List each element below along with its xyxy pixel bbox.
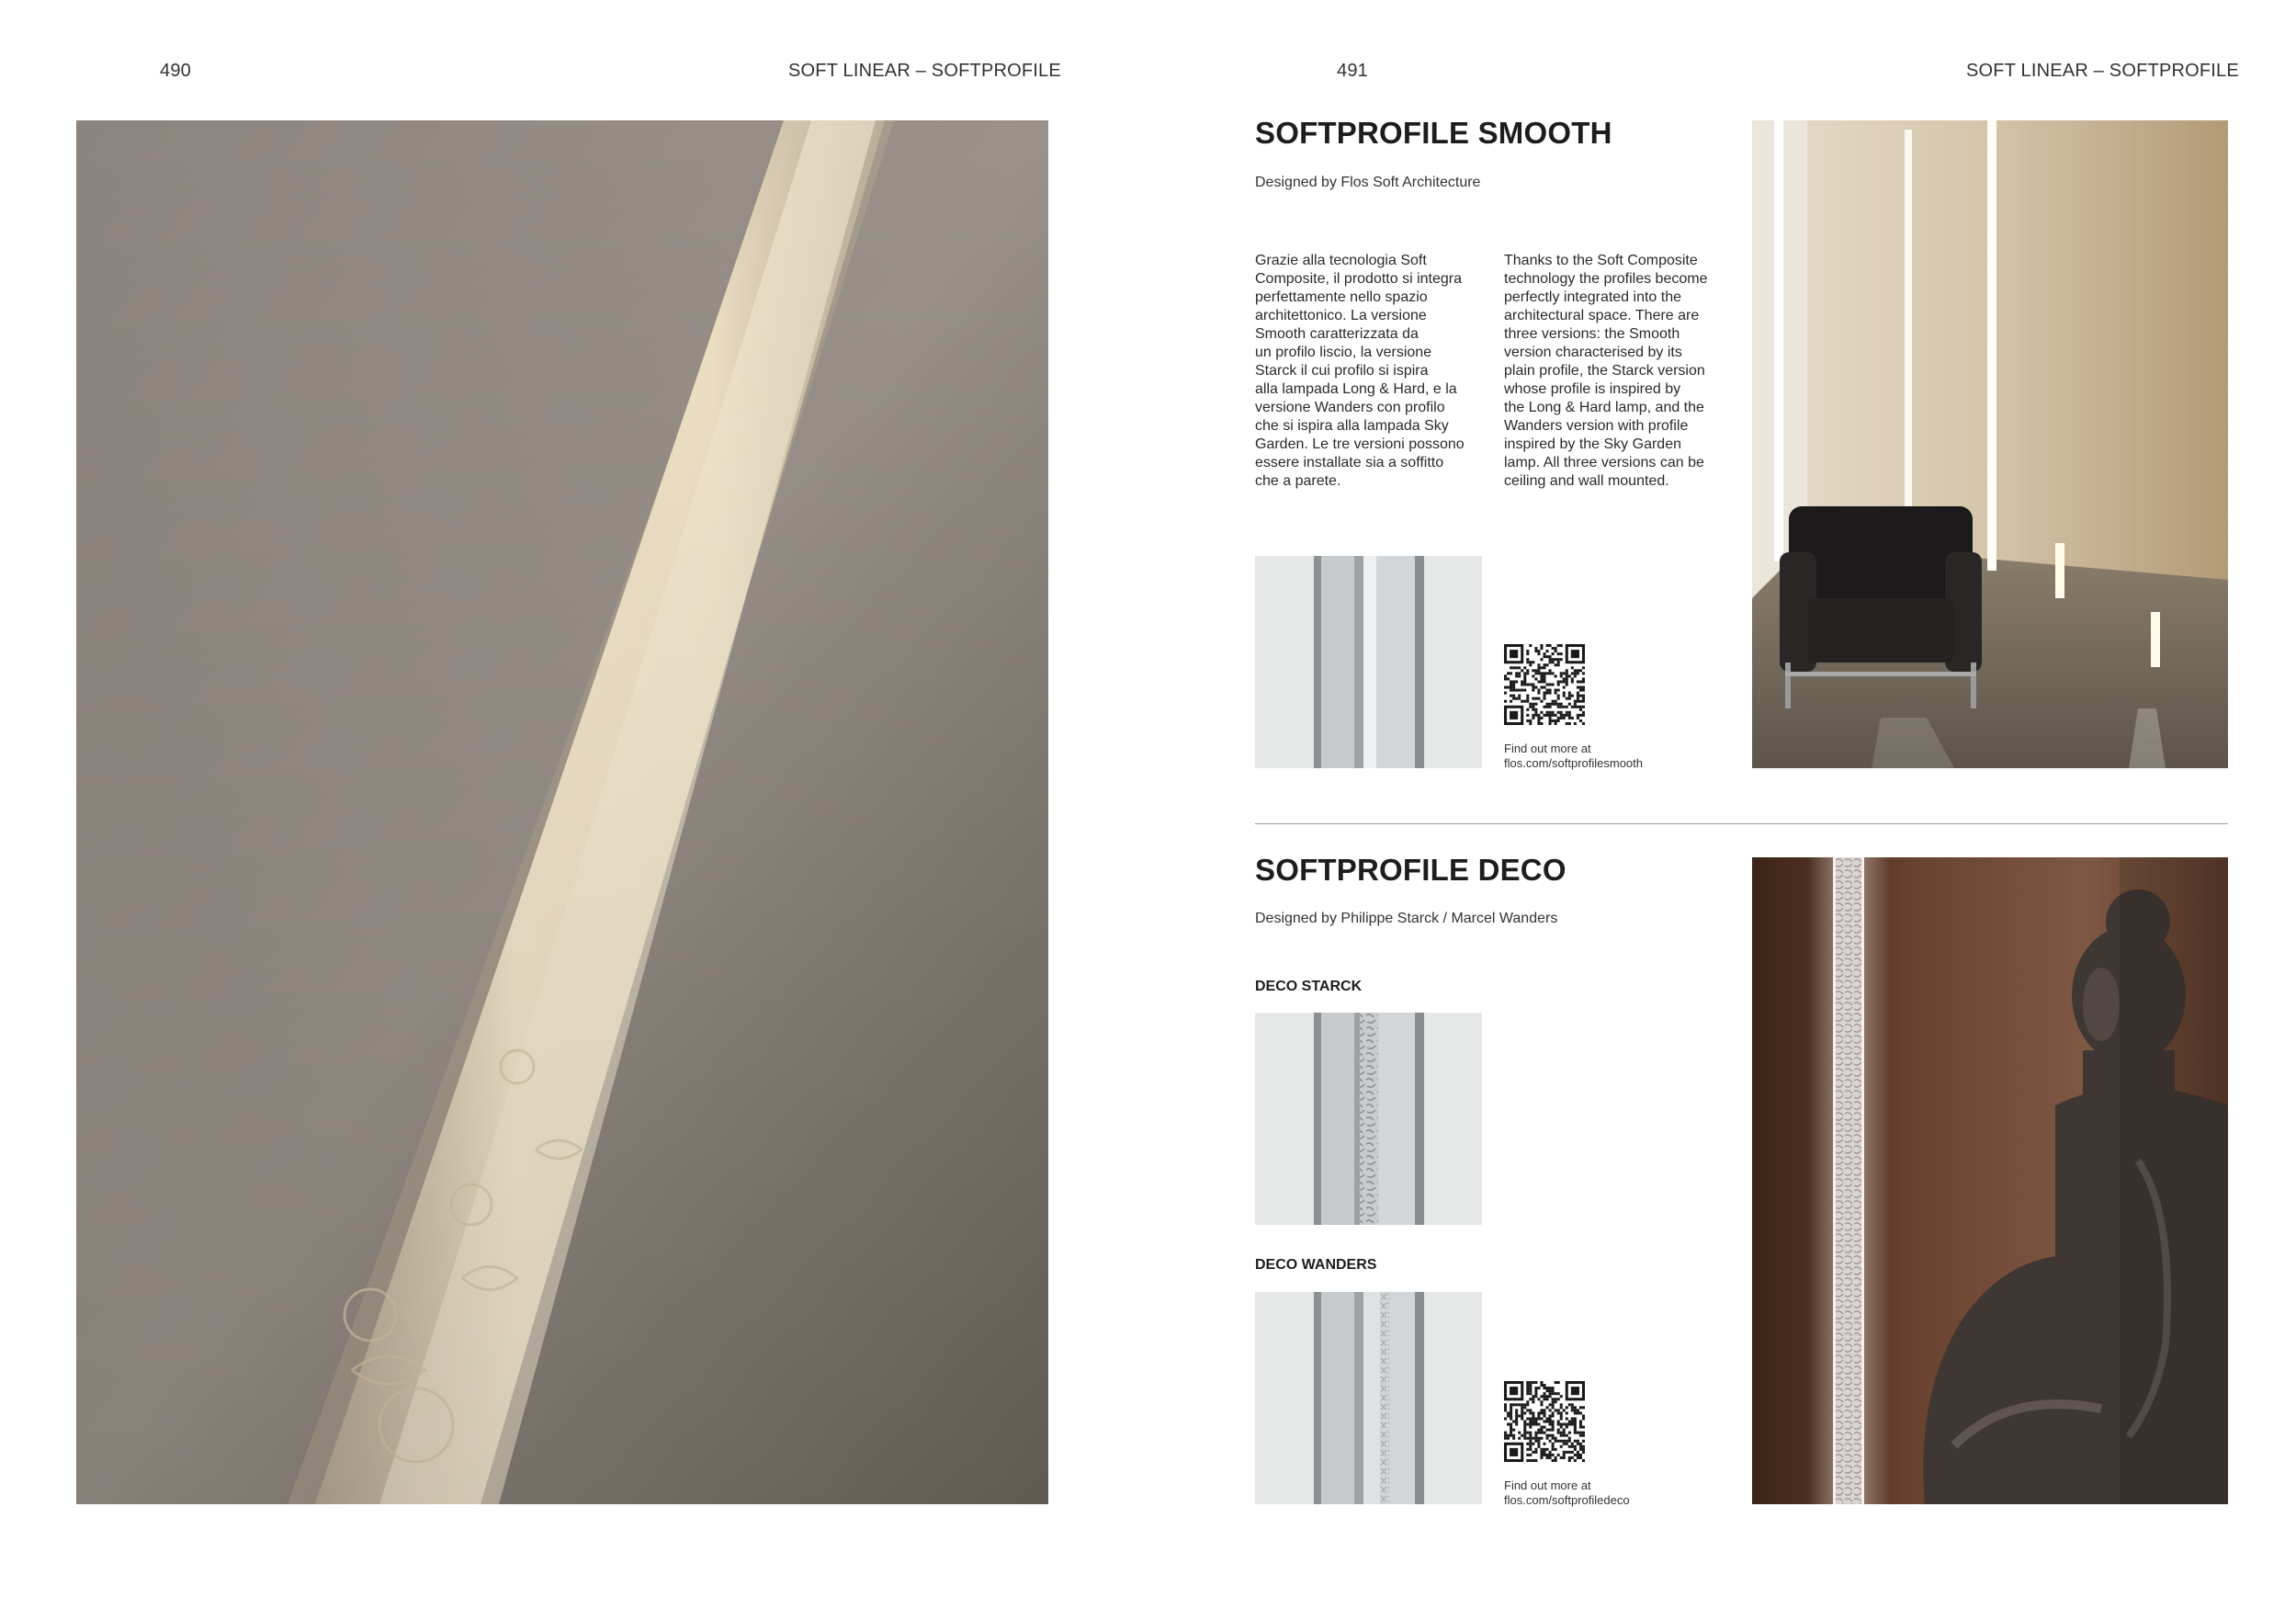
page-number-right: 491 (1337, 61, 1368, 81)
buddha-statue-photo (1752, 857, 2228, 1504)
deco-designer: Designed by Philippe Starck / Marcel Wanders (1255, 911, 1558, 926)
running-title-left: SOFT LINEAR – SOFTPROFILE (788, 61, 1061, 81)
deco-starck-label: DECO STARCK (1255, 979, 1363, 994)
deco-qr-code[interactable] (1504, 1381, 1585, 1462)
running-title-right: SOFT LINEAR – SOFTPROFILE (1966, 61, 2239, 81)
smooth-text-italian: Grazie alla tecnologia Soft Composite, il prodotto si integra perfettamente nello spazio architettonico. La versione Smooth caratterizzata da un profilo liscio, la versione Starck il cui profilo si ispira alla lampada Long & Hard, e la versione Wanders con profilo che si ispira alla lampada Sky Garden. Le tre versioni possono essere installate sia a soffitto che a parete. (1255, 253, 1465, 489)
deco-wanders-profile-image (1255, 1292, 1482, 1504)
deco-title: SOFTPROFILE DECO (1255, 853, 1566, 887)
smooth-qr-code[interactable] (1504, 644, 1585, 725)
smooth-title: SOFTPROFILE SMOOTH (1255, 116, 1612, 150)
section-divider (1255, 823, 2228, 824)
smooth-text-english: Thanks to the Soft Composite technology the profiles become perfectly integrated into the architectural space. There are three versions: the Smooth version characterised by its plain profile, the Starck version whose profile is inspired by the Long & Hard lamp, and the Wanders version with profile inspired by the Sky Garden lamp. All three versions can be ceiling and wall mounted. (1504, 253, 1708, 489)
deco-qr-caption: Find out more at flos.com/softprofiledeco (1504, 1478, 1630, 1507)
armchair-room-photo (1752, 120, 2228, 768)
deco-wanders-label: DECO WANDERS (1255, 1257, 1377, 1273)
deco-starck-profile-image (1255, 1013, 1482, 1225)
smooth-qr-caption: Find out more at flos.com/softprofilesmooth (1504, 742, 1644, 770)
light-beam-photo (76, 120, 1048, 1504)
smooth-profile-image (1255, 556, 1482, 768)
page-number-left: 490 (160, 61, 191, 81)
smooth-designer: Designed by Flos Soft Architecture (1255, 175, 1481, 190)
